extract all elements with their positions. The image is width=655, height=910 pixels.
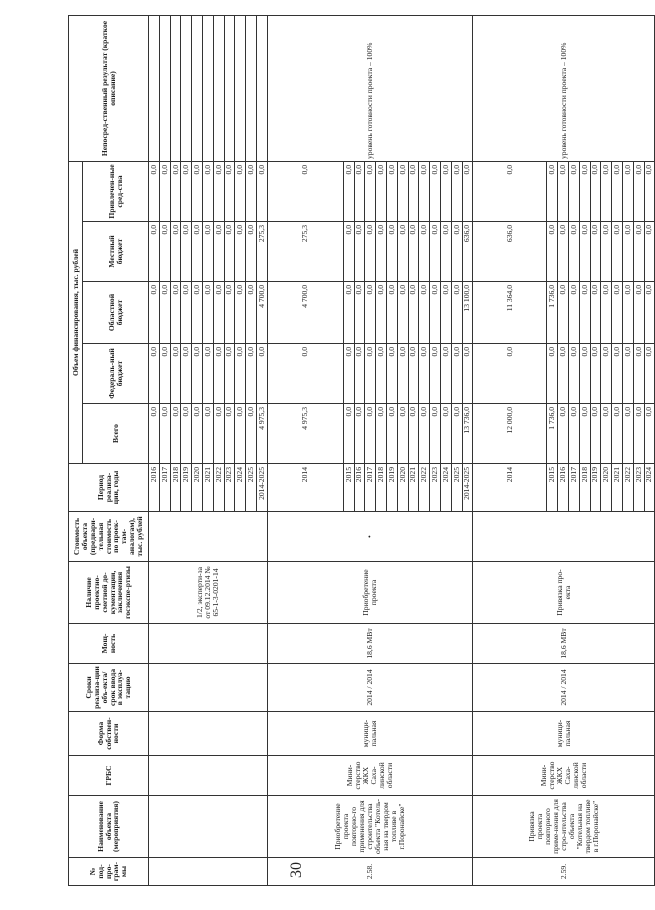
period-cell: 2014	[473, 464, 547, 512]
regional-cell: 0,0	[149, 282, 160, 344]
regional-cell: 0,0	[558, 282, 569, 344]
period-cell: 2014-2025	[462, 464, 473, 512]
period-cell: 2018	[170, 464, 181, 512]
federal-cell: 0,0	[451, 344, 462, 404]
header-grbs: ГРБС	[69, 756, 149, 796]
attracted-cell: 0,0	[267, 162, 343, 222]
total-cell: 0,0	[408, 404, 419, 464]
result-cell: уровень готовности проекта – 100%	[473, 16, 655, 162]
period-cell: 2017	[365, 464, 376, 512]
period-cell: 2016	[149, 464, 160, 512]
capacity-cell: 18,6 МВт	[473, 624, 655, 664]
header-name: Наименование объекта (мероприятия)	[69, 796, 149, 858]
table-body	[149, 16, 655, 886]
period-cell: 2020	[601, 464, 612, 512]
regional-cell: 0,0	[202, 282, 213, 344]
regional-cell: 0,0	[579, 282, 590, 344]
local-cell: 0,0	[579, 222, 590, 282]
attracted-cell: 0,0	[644, 162, 655, 222]
result-cell: уровень готовности проекта – 100%	[267, 16, 473, 162]
regional-cell: 0,0	[235, 282, 246, 344]
federal-cell: 0,0	[246, 344, 257, 404]
result-cell	[256, 16, 267, 162]
total-cell: 0,0	[644, 404, 655, 464]
regional-cell: 0,0	[213, 282, 224, 344]
attracted-cell: 0,0	[451, 162, 462, 222]
project-name: Привязка проекта повторного приме-нения для стро-ительства объекта "Котельная на твердом топливе в г.Поронайске"	[473, 796, 655, 858]
total-cell: 0,0	[213, 404, 224, 464]
local-cell: 0,0	[547, 222, 558, 282]
period-cell: 2019	[386, 464, 397, 512]
federal-cell: 0,0	[440, 344, 451, 404]
attracted-cell: 0,0	[365, 162, 376, 222]
regional-cell: 0,0	[440, 282, 451, 344]
regional-cell: 0,0	[170, 282, 181, 344]
period-cell: 2023	[430, 464, 441, 512]
result-cell	[149, 16, 160, 162]
period-cell: 2016	[354, 464, 365, 512]
attracted-cell: 0,0	[354, 162, 365, 222]
attracted-cell: 0,0	[170, 162, 181, 222]
regional-cell: 0,0	[246, 282, 257, 344]
period-cell: 2016	[558, 464, 569, 512]
total-cell: 0,0	[590, 404, 601, 464]
ownership-cell: муници-пальная	[267, 712, 473, 756]
total-cell: 0,0	[376, 404, 387, 464]
total-cell: 0,0	[440, 404, 451, 464]
regional-cell: 0,0	[612, 282, 623, 344]
table-row	[473, 16, 547, 886]
page-number: 30	[288, 862, 305, 878]
result-cell	[170, 16, 181, 162]
federal-cell: 0,0	[365, 344, 376, 404]
total-cell: 0,0	[601, 404, 612, 464]
attracted-cell: 0,0	[159, 162, 170, 222]
total-cell: 0,0	[224, 404, 235, 464]
regional-cell: 0,0	[386, 282, 397, 344]
attracted-cell: 0,0	[547, 162, 558, 222]
total-cell: 0,0	[451, 404, 462, 464]
regional-cell: 0,0	[192, 282, 203, 344]
attracted-cell: 0,0	[181, 162, 192, 222]
regional-cell: 0,0	[419, 282, 430, 344]
federal-cell: 0,0	[590, 344, 601, 404]
period-cell: 2022	[622, 464, 633, 512]
period-cell: 2021	[408, 464, 419, 512]
total-cell: 12 000,0	[473, 404, 547, 464]
result-cell	[224, 16, 235, 162]
regional-cell: 0,0	[397, 282, 408, 344]
header-total: Всего	[83, 404, 149, 464]
federal-cell: 0,0	[181, 344, 192, 404]
local-cell: 0,0	[397, 222, 408, 282]
regional-cell: 0,0	[451, 282, 462, 344]
local-cell: 0,0	[170, 222, 181, 282]
header-num: № под-про-грам-мы	[69, 858, 149, 886]
project-num: 2.58.	[267, 858, 473, 886]
attracted-cell: 0,0	[149, 162, 160, 222]
regional-cell: 0,0	[408, 282, 419, 344]
attracted-cell: 0,0	[440, 162, 451, 222]
header-cost: Стоимость объекта (предвари-тельная стоимость по проек-там-аналогам), тыс. рублей	[69, 512, 149, 562]
docs-cell: Приобретение проекта	[267, 562, 473, 624]
attracted-cell: 0,0	[397, 162, 408, 222]
local-cell: 0,0	[612, 222, 623, 282]
federal-cell: 0,0	[622, 344, 633, 404]
period-cell: 2022	[419, 464, 430, 512]
period-cell: 2023	[633, 464, 644, 512]
regional-cell: 13 100,0	[462, 282, 473, 344]
total-cell: 0,0	[170, 404, 181, 464]
period-cell: 2024	[644, 464, 655, 512]
federal-cell: 0,0	[579, 344, 590, 404]
header-docs: Наличие проектно-сметной до-кументации, заключения госэкспе-ртизы	[69, 562, 149, 624]
federal-cell: 0,0	[419, 344, 430, 404]
docs-cell: Привязка про-екта	[473, 562, 655, 624]
total-cell: 0,0	[579, 404, 590, 464]
attracted-cell: 0,0	[633, 162, 644, 222]
federal-cell: 0,0	[213, 344, 224, 404]
regional-cell: 0,0	[568, 282, 579, 344]
header-attracted: Привлечен-ные сред-ства	[83, 162, 149, 222]
attracted-cell: 0,0	[590, 162, 601, 222]
period-cell: 2024	[440, 464, 451, 512]
local-cell: 275,3	[256, 222, 267, 282]
federal-cell: 0,0	[202, 344, 213, 404]
local-cell: 0,0	[213, 222, 224, 282]
period-cell: 2018	[376, 464, 387, 512]
local-cell: 0,0	[181, 222, 192, 282]
table-row	[149, 16, 160, 886]
total-cell: 0,0	[354, 404, 365, 464]
blank-cell	[149, 858, 268, 886]
period-cell: 2015	[343, 464, 354, 512]
federal-cell: 0,0	[256, 344, 267, 404]
federal-cell: 0,0	[386, 344, 397, 404]
attracted-cell: 0,0	[462, 162, 473, 222]
regional-cell: 0,0	[159, 282, 170, 344]
blank-cell	[149, 756, 268, 796]
federal-cell: 0,0	[430, 344, 441, 404]
regional-cell: 11 364,0	[473, 282, 547, 344]
regional-cell: 0,0	[633, 282, 644, 344]
local-cell: 0,0	[633, 222, 644, 282]
period-cell: 2014	[267, 464, 343, 512]
period-cell: 2024	[235, 464, 246, 512]
regional-cell: 4 700,0	[256, 282, 267, 344]
federal-cell: 0,0	[170, 344, 181, 404]
attracted-cell: 0,0	[419, 162, 430, 222]
regional-cell: 0,0	[601, 282, 612, 344]
result-cell	[192, 16, 203, 162]
federal-cell: 0,0	[267, 344, 343, 404]
capacity-cell: 18,6 МВт	[267, 624, 473, 664]
period-cell: 2021	[612, 464, 623, 512]
docs-cell: 1/2, эксперти-за от 09.12.2014 № 65-1-3-0201-14	[149, 562, 268, 624]
header-local: Местный бюджет	[83, 222, 149, 282]
federal-cell: 0,0	[408, 344, 419, 404]
federal-cell: 0,0	[149, 344, 160, 404]
period-cell: 2020	[397, 464, 408, 512]
federal-cell: 0,0	[612, 344, 623, 404]
total-cell: 0,0	[343, 404, 354, 464]
blank-cell	[149, 796, 268, 858]
result-cell	[202, 16, 213, 162]
local-cell: 0,0	[149, 222, 160, 282]
grbs-cell: Мини-стерство ЖКХ Саха-линской области	[473, 756, 655, 796]
attracted-cell: 0,0	[256, 162, 267, 222]
total-cell: 0,0	[235, 404, 246, 464]
attracted-cell: 0,0	[224, 162, 235, 222]
total-cell: 0,0	[633, 404, 644, 464]
blank-cell	[149, 512, 268, 562]
regional-cell: 0,0	[224, 282, 235, 344]
federal-cell: 0,0	[192, 344, 203, 404]
period-cell: 2025	[246, 464, 257, 512]
header-financing-group: Объем финансирования, тыс. рублей	[69, 162, 83, 464]
regional-cell: 0,0	[590, 282, 601, 344]
period-cell: 2022	[213, 464, 224, 512]
period-cell: 2014-2025	[256, 464, 267, 512]
regional-cell: 0,0	[622, 282, 633, 344]
total-cell: 0,0	[397, 404, 408, 464]
local-cell: 636,0	[473, 222, 547, 282]
total-cell: 1 736,0	[547, 404, 558, 464]
total-cell: 13 736,0	[462, 404, 473, 464]
local-cell: 0,0	[451, 222, 462, 282]
attracted-cell: 0,0	[473, 162, 547, 222]
attracted-cell: 0,0	[192, 162, 203, 222]
local-cell: 0,0	[224, 222, 235, 282]
total-cell: 0,0	[386, 404, 397, 464]
local-cell: 0,0	[430, 222, 441, 282]
attracted-cell: 0,0	[622, 162, 633, 222]
period-cell: 2019	[181, 464, 192, 512]
attracted-cell: 0,0	[408, 162, 419, 222]
grbs-cell: Мини-стерство ЖКХ Саха-линской области	[267, 756, 473, 796]
total-cell: 4 975,3	[256, 404, 267, 464]
local-cell: 0,0	[159, 222, 170, 282]
period-cell: 2019	[590, 464, 601, 512]
federal-cell: 0,0	[343, 344, 354, 404]
local-cell: 0,0	[644, 222, 655, 282]
result-cell	[246, 16, 257, 162]
local-cell: 0,0	[246, 222, 257, 282]
blank-cell	[149, 712, 268, 756]
header-result: Непосред-ственный результат (краткое описание)	[69, 16, 149, 162]
local-cell: 0,0	[622, 222, 633, 282]
total-cell: 0,0	[192, 404, 203, 464]
federal-cell: 0,0	[462, 344, 473, 404]
local-cell: 0,0	[376, 222, 387, 282]
local-cell: 0,0	[192, 222, 203, 282]
local-cell: 0,0	[202, 222, 213, 282]
blank-cell	[149, 664, 268, 712]
terms-cell: 2014 / 2014	[473, 664, 655, 712]
federal-cell: 0,0	[235, 344, 246, 404]
period-cell: 2025	[451, 464, 462, 512]
financing-table	[68, 15, 655, 886]
project-name: Приобретение проекта повторно-го применения для строительства объекта "Котель-ная на твердом топливе в г.Поронайске"	[267, 796, 473, 858]
period-cell: 2021	[202, 464, 213, 512]
header-federal: Федераль-ный бюджет	[83, 344, 149, 404]
attracted-cell: 0,0	[430, 162, 441, 222]
total-cell: 0,0	[612, 404, 623, 464]
header-terms: Сроки реализа-ции объ-екта/срок ввода в эксплуа-тацию	[69, 664, 149, 712]
attracted-cell: 0,0	[601, 162, 612, 222]
attracted-cell: 0,0	[202, 162, 213, 222]
total-cell: 4 975,3	[267, 404, 343, 464]
attracted-cell: 0,0	[246, 162, 257, 222]
local-cell: 275,3	[267, 222, 343, 282]
attracted-cell: 0,0	[386, 162, 397, 222]
local-cell: 636,0	[462, 222, 473, 282]
total-cell: 0,0	[622, 404, 633, 464]
federal-cell: 0,0	[376, 344, 387, 404]
regional-cell: 0,0	[181, 282, 192, 344]
project-num: 2.59.	[473, 858, 655, 886]
attracted-cell: 0,0	[568, 162, 579, 222]
cost-cell	[473, 512, 655, 562]
local-cell: 0,0	[408, 222, 419, 282]
local-cell: 0,0	[558, 222, 569, 282]
attracted-cell: 0,0	[579, 162, 590, 222]
header-period: Период реализа-ции, годы	[69, 464, 149, 512]
header-capacity: Мощ-ность	[69, 624, 149, 664]
local-cell: 0,0	[235, 222, 246, 282]
local-cell: 0,0	[343, 222, 354, 282]
federal-cell: 0,0	[633, 344, 644, 404]
result-cell	[235, 16, 246, 162]
total-cell: 0,0	[149, 404, 160, 464]
result-cell	[159, 16, 170, 162]
period-cell: 2017	[568, 464, 579, 512]
total-cell: 0,0	[558, 404, 569, 464]
federal-cell: 0,0	[159, 344, 170, 404]
result-cell	[181, 16, 192, 162]
local-cell: 0,0	[601, 222, 612, 282]
regional-cell: 0,0	[343, 282, 354, 344]
attracted-cell: 0,0	[558, 162, 569, 222]
regional-cell: 0,0	[430, 282, 441, 344]
local-cell: 0,0	[365, 222, 376, 282]
attracted-cell: 0,0	[343, 162, 354, 222]
period-cell: 2020	[192, 464, 203, 512]
document-table-wrapper	[68, 16, 654, 886]
local-cell: 0,0	[440, 222, 451, 282]
federal-cell: 0,0	[354, 344, 365, 404]
total-cell: 0,0	[419, 404, 430, 464]
regional-cell: 0,0	[376, 282, 387, 344]
ownership-cell: муници-пальная	[473, 712, 655, 756]
local-cell: 0,0	[419, 222, 430, 282]
result-cell	[213, 16, 224, 162]
period-cell: 2015	[547, 464, 558, 512]
federal-cell: 0,0	[224, 344, 235, 404]
period-cell: 2017	[159, 464, 170, 512]
federal-cell: 0,0	[601, 344, 612, 404]
total-cell: 0,0	[430, 404, 441, 464]
total-cell: 0,0	[568, 404, 579, 464]
federal-cell: 0,0	[397, 344, 408, 404]
regional-cell: 0,0	[354, 282, 365, 344]
local-cell: 0,0	[354, 222, 365, 282]
total-cell: 0,0	[202, 404, 213, 464]
attracted-cell: 0,0	[612, 162, 623, 222]
header-regional: Областной бюджет	[83, 282, 149, 344]
local-cell: 0,0	[590, 222, 601, 282]
header-ownership: Форма собствен-ности	[69, 712, 149, 756]
total-cell: 0,0	[159, 404, 170, 464]
regional-cell: 0,0	[644, 282, 655, 344]
period-cell: 2018	[579, 464, 590, 512]
attracted-cell: 0,0	[376, 162, 387, 222]
attracted-cell: 0,0	[235, 162, 246, 222]
local-cell: 0,0	[568, 222, 579, 282]
terms-cell: 2014 / 2014	[267, 664, 473, 712]
local-cell: 0,0	[386, 222, 397, 282]
period-cell: 2023	[224, 464, 235, 512]
table-row	[267, 16, 343, 886]
regional-cell: 1 736,0	[547, 282, 558, 344]
federal-cell: 0,0	[473, 344, 547, 404]
total-cell: 0,0	[365, 404, 376, 464]
attracted-cell: 0,0	[213, 162, 224, 222]
federal-cell: 0,0	[644, 344, 655, 404]
federal-cell: 0,0	[568, 344, 579, 404]
total-cell: 0,0	[181, 404, 192, 464]
regional-cell: 4 700,0	[267, 282, 343, 344]
total-cell: 0,0	[246, 404, 257, 464]
cost-cell: •	[267, 512, 473, 562]
federal-cell: 0,0	[558, 344, 569, 404]
regional-cell: 0,0	[365, 282, 376, 344]
blank-cell	[149, 624, 268, 664]
federal-cell: 0,0	[547, 344, 558, 404]
